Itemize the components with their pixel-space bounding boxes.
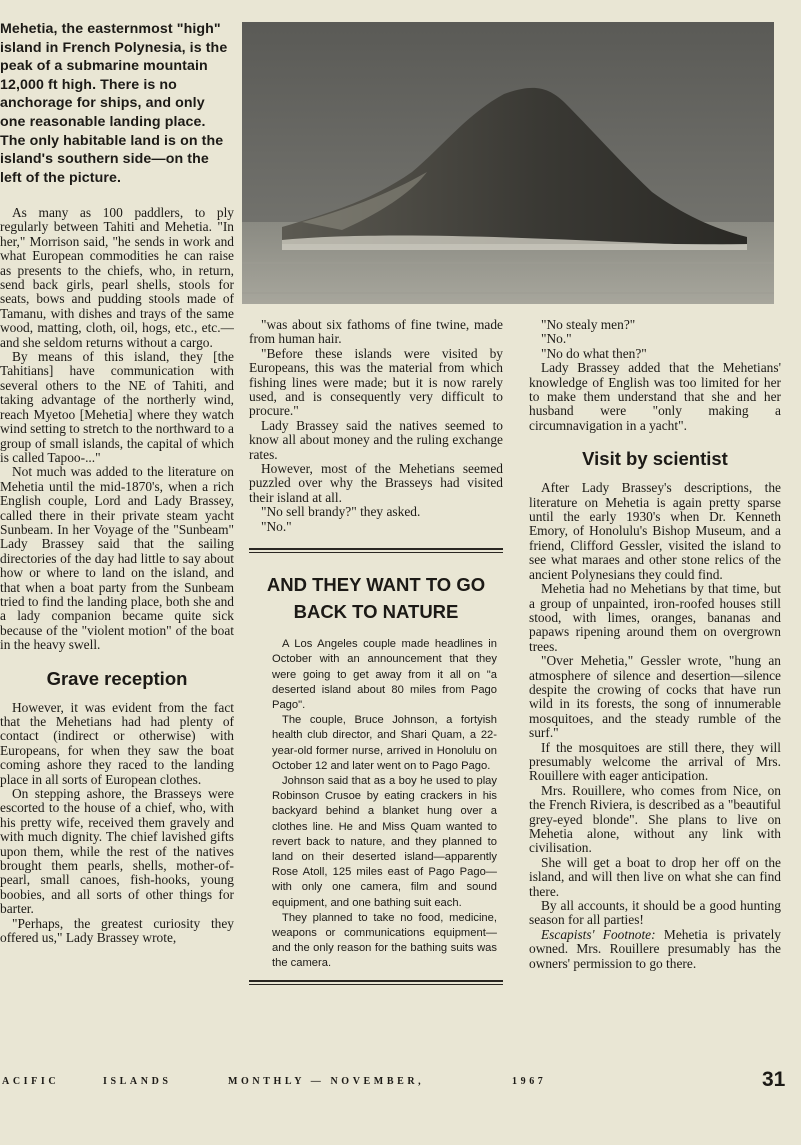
col1-paragraph: However, it was evident from the fact that the Mehetians had had plenty of contact (indirect or otherwise) with Europeans, for when they saw the boat coming ashore they raced to the landing place in all sorts of European clothes. (0, 699, 234, 787)
heading-visit-by-scientist: Visit by scientist (582, 448, 728, 470)
footer-pacific: ACIFIC (2, 1076, 60, 1087)
footnote-text: Mehetia is privately owned. Mrs. Rouillere presumably has the owners' permission to go there. (529, 926, 781, 971)
column-3 (529, 318, 781, 1078)
island-photo-icon (242, 22, 774, 304)
col3-paragraph: By all accounts, it should be a good hunting season for all parties! (529, 898, 781, 928)
col3-paragraph: "No stealy men?" (541, 318, 636, 332)
col3-paragraph: "No." (541, 331, 572, 347)
column-2 (249, 318, 503, 1068)
col2-paragraph: However, most of the Mehetians seemed puzzled over why the Brasseys had visited their island at all. (249, 461, 503, 505)
col3-paragraph: Mehetia had no Mehetians by that time, but a group of unpainted, iron-roofed houses still stood, with limes, oranges, bananas and papaws ripening around them on overgrown trees. (529, 581, 781, 654)
page-number: 31 (762, 1068, 786, 1091)
col3-paragraph (529, 928, 781, 971)
col2-paragraph: "Before these islands were visited by Europeans, this was the material from which fishing lines were made; but it is now rarely used, and is consequently very difficult to procure." (249, 345, 503, 419)
boxed-story-body (249, 637, 503, 971)
col1-paragraph: On stepping ashore, the Brasseys were escorted to the house of a chief, who, with his pretty wife, received them gravely and with much dignity. The chief lavished gifts upon them, while the rest of the natives brought them pearls, shells, mother-of-pearl, small canoes, fish-hooks, young boobies, and all sorts of other things for barter. (0, 786, 234, 917)
col3-paragraph: If the mosquitoes are still there, they will presumably welcome the arrival of Mrs. Rouillere with eager anticipation. (529, 739, 781, 784)
footnote-label: Escapists' Footnote: (541, 926, 656, 942)
col3-paragraph: Lady Brassey added that the Mehetians' knowledge of English was too limited for her to make them understand that she and her husband were "only making a circumnavigation in a yacht". (529, 360, 781, 433)
col3-paragraph: "Over Mehetia," Gessler wrote, "hung an atmosphere of silence and desertion—silence despite the crowing of cocks that have run wild in its forests, the song of innumerable mosquitoes, and the steady rumble of the surf." (529, 653, 781, 741)
box-bottom-rule (249, 980, 503, 982)
col1-paragraph: Not much was added to the literature on Mehetia until the mid-1870's, when a rich English couple, Lord and Lady Brassey, called there in their private steam yacht Sunbeam. In her Voyage of the "Sunbeam" Lady Brassey said that the sailing directories of the day had little to say about how or where to land on the island, and that when a boat party from the Sunbeam tried to find the landing place, both she and a lady companion became quite sick because of the "violent motion" of the boat in the heavy swell. (0, 464, 234, 653)
boxed-story-title: AND THEY WANT TO GO BACK TO NATURE (266, 574, 486, 623)
box-bottom-rule-thin (249, 984, 503, 985)
footer-year: 1967 (512, 1076, 547, 1087)
col3-paragraph: "No do what then?" (541, 345, 647, 361)
island-photo (242, 22, 774, 304)
col3-paragraph: Mrs. Rouillere, who comes from Nice, on the French Riviera, is described as a "beautiful grey-eyed blonde". She plans to live on Mehetia alone, without any link with civilisation. (529, 782, 781, 856)
col3-paragraph: She will get a boat to drop her off on the island, and will then live on what she can find there. (529, 854, 781, 899)
column-1 (0, 206, 234, 1076)
footer-monthly: MONTHLY — NOVEMBER, (228, 1076, 425, 1087)
col1-paragraph: By means of this island, they [the Tahitians] have communication with several others to the NE of Tahiti, and taking advantage of the northerly wind, reach Myetoo [Mehetia] where they watch wind setting to stretch to the northward to a group of small islands, the capital of which is called Tapoo-..." (0, 349, 234, 465)
box-paragraph: They planned to take no food, medicine, weapons or communications equipment—and the only reason for the bathing suits was the camera. (272, 911, 497, 970)
col2-paragraph: "No sell brandy?" they asked. (261, 504, 421, 520)
box-paragraph: The couple, Bruce Johnson, a fortyish health club director, and Shari Quam, a 22-year-old former nurse, arrived in Honolulu on October 12 and later went on to Pago Pago. (272, 714, 497, 772)
col3-paragraph: After Lady Brassey's descriptions, the literature on Mehetia is again pretty sparse until the early 1930's when Dr. Kenneth Emory, of Honolulu's Bishop Museum, and a friend, Clifford Gessler, visited the island to see what maraes and other stone relics of the ancient Polynesians they could find. (529, 480, 781, 582)
page-footer (0, 1068, 801, 1094)
col2-paragraph: Lady Brassey said the natives seemed to know all about money and the ruling exchange rates. (249, 417, 503, 462)
footer-islands: ISLANDS (103, 1076, 172, 1087)
col1-paragraph: As many as 100 paddlers, to ply regularly between Tahiti and Mehetia. "In her," Morrison said, "he sends in work and what European commodities he can raise as presents to the chiefs, who, in return, send back girls, pearl shells, stools for seats, bows and pudding stools made of Tamanu, with dishes and trays of the same wood, matting, cloth, oil, hogs, etc., etc.—and she seldom returns without a cargo. (0, 206, 234, 350)
heading-grave-reception: Grave reception (46, 667, 188, 689)
col2-paragraph: "was about six fathoms of fine twine, made from human hair. (249, 318, 503, 347)
box-paragraph: Johnson said that as a boy he used to play Robinson Crusoe by eating crackers in his backyard behind a blanket hung over a clothes line. He and Miss Quam wanted to revert back to nature, and they planned to land on their deserted island—apparently Rose Atoll, 125 miles east of Pago Pago—with only one camera, film and sound equipment, and one bathing suit each. (272, 774, 497, 909)
col2-paragraph: "No." (261, 518, 292, 534)
box-paragraph: A Los Angeles couple made headlines in October with an announcement that they were going to get away from it all on "a deserted island about 80 miles from Pago Pago". (272, 638, 497, 711)
photo-caption: Mehetia, the easternmost "high" island in French Polynesia, is the peak of a submarine mountain 12,000 ft high. There is no anchorage for ships, and only one reasonable landing place. The only habitable land is on the island's southern side—on the left of the picture. (0, 21, 228, 186)
col1-paragraph: "Perhaps, the greatest curiosity they offered us," Lady Brassey wrote, (0, 915, 234, 946)
box-top-rule-thin (249, 552, 503, 553)
box-top-rule (249, 548, 503, 550)
